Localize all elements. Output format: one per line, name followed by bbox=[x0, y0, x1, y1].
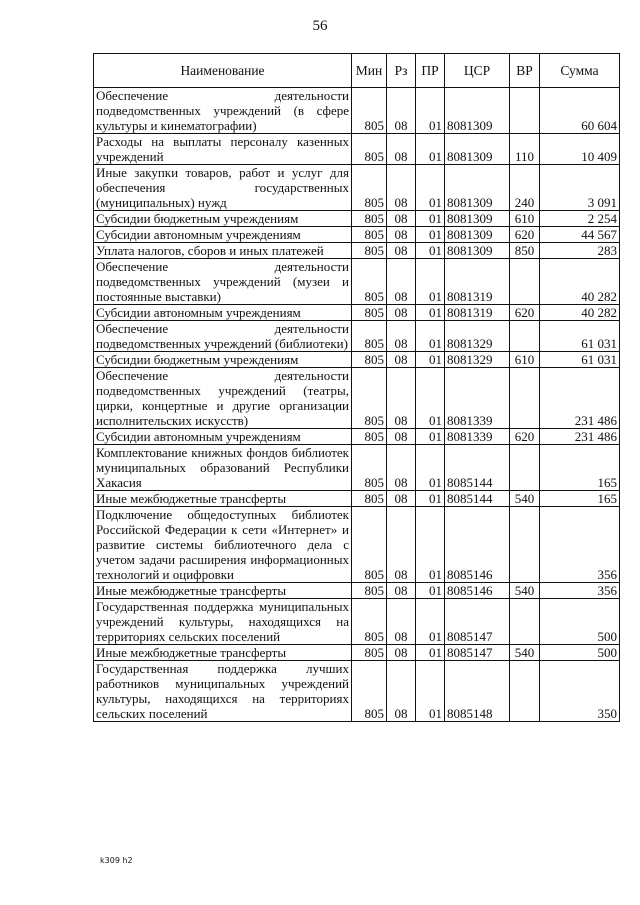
cell-min: 805 bbox=[352, 368, 387, 429]
cell-name: Подключение общедоступных библиотек Российской Федерации к сети «Интернет» и развитие системы библиотечного дела с учетом задачи расширения информационных технологий и оцифровки bbox=[94, 507, 352, 583]
cell-pr: 01 bbox=[416, 645, 445, 661]
cell-csr: 8081329 bbox=[445, 352, 510, 368]
cell-vr bbox=[510, 321, 540, 352]
cell-rz: 08 bbox=[387, 165, 416, 211]
cell-rz: 08 bbox=[387, 368, 416, 429]
cell-pr: 01 bbox=[416, 243, 445, 259]
cell-sum: 283 bbox=[540, 243, 620, 259]
table-body bbox=[94, 88, 620, 722]
cell-sum: 60 604 bbox=[540, 88, 620, 134]
cell-rz: 08 bbox=[387, 211, 416, 227]
cell-csr: 8081309 bbox=[445, 211, 510, 227]
table-row bbox=[94, 368, 620, 429]
cell-vr bbox=[510, 599, 540, 645]
cell-name: Иные межбюджетные трансферты bbox=[94, 491, 352, 507]
table-row bbox=[94, 134, 620, 165]
table-row bbox=[94, 645, 620, 661]
table-row bbox=[94, 243, 620, 259]
cell-rz: 08 bbox=[387, 507, 416, 583]
cell-min: 805 bbox=[352, 645, 387, 661]
cell-name: Государственная поддержка муниципальных учреждений культуры, находящихся на территориях сельских поселений bbox=[94, 599, 352, 645]
cell-min: 805 bbox=[352, 445, 387, 491]
table-row bbox=[94, 445, 620, 491]
cell-name: Субсидии бюджетным учреждениям bbox=[94, 352, 352, 368]
cell-sum: 3 091 bbox=[540, 165, 620, 211]
cell-pr: 01 bbox=[416, 368, 445, 429]
cell-sum: 350 bbox=[540, 661, 620, 722]
cell-pr: 01 bbox=[416, 305, 445, 321]
cell-csr: 8085146 bbox=[445, 507, 510, 583]
cell-min: 805 bbox=[352, 211, 387, 227]
cell-rz: 08 bbox=[387, 583, 416, 599]
cell-vr bbox=[510, 661, 540, 722]
cell-vr bbox=[510, 445, 540, 491]
cell-rz: 08 bbox=[387, 661, 416, 722]
cell-csr: 8081339 bbox=[445, 368, 510, 429]
table-row bbox=[94, 321, 620, 352]
cell-sum: 61 031 bbox=[540, 352, 620, 368]
cell-min: 805 bbox=[352, 243, 387, 259]
header-name: Наименование bbox=[94, 54, 352, 88]
cell-name: Иные межбюджетные трансферты bbox=[94, 645, 352, 661]
cell-vr: 620 bbox=[510, 305, 540, 321]
cell-vr: 240 bbox=[510, 165, 540, 211]
cell-name: Обеспечение деятельности подведомственных учреждений (музеи и постоянные выставки) bbox=[94, 259, 352, 305]
table-row bbox=[94, 661, 620, 722]
cell-min: 805 bbox=[352, 134, 387, 165]
cell-sum: 2 254 bbox=[540, 211, 620, 227]
cell-pr: 01 bbox=[416, 507, 445, 583]
header-pr: ПР bbox=[416, 54, 445, 88]
header-sum: Сумма bbox=[540, 54, 620, 88]
table-row bbox=[94, 165, 620, 211]
cell-sum: 61 031 bbox=[540, 321, 620, 352]
cell-min: 805 bbox=[352, 583, 387, 599]
cell-pr: 01 bbox=[416, 88, 445, 134]
cell-name: Обеспечение деятельности подведомственных учреждений (библиотеки) bbox=[94, 321, 352, 352]
cell-rz: 08 bbox=[387, 445, 416, 491]
cell-sum: 10 409 bbox=[540, 134, 620, 165]
table-header-row bbox=[94, 54, 620, 88]
cell-csr: 8081329 bbox=[445, 321, 510, 352]
table-row bbox=[94, 227, 620, 243]
cell-name: Государственная поддержка лучших работников муниципальных учреждений культуры, находящихся на территориях сельских поселений bbox=[94, 661, 352, 722]
cell-vr: 540 bbox=[510, 583, 540, 599]
cell-min: 805 bbox=[352, 429, 387, 445]
cell-pr: 01 bbox=[416, 445, 445, 491]
cell-sum: 40 282 bbox=[540, 305, 620, 321]
cell-csr: 8081309 bbox=[445, 165, 510, 211]
table-row bbox=[94, 259, 620, 305]
cell-min: 805 bbox=[352, 165, 387, 211]
cell-min: 805 bbox=[352, 491, 387, 507]
cell-rz: 08 bbox=[387, 491, 416, 507]
cell-pr: 01 bbox=[416, 491, 445, 507]
cell-name: Обеспечение деятельности подведомственных учреждений (театры, цирки, концертные и другие организации исполнительских искусств) bbox=[94, 368, 352, 429]
cell-name: Иные межбюджетные трансферты bbox=[94, 583, 352, 599]
cell-rz: 08 bbox=[387, 321, 416, 352]
header-csr: ЦСР bbox=[445, 54, 510, 88]
cell-pr: 01 bbox=[416, 352, 445, 368]
cell-pr: 01 bbox=[416, 259, 445, 305]
cell-name: Обеспечение деятельности подведомственных учреждений (в сфере культуры и кинематографии) bbox=[94, 88, 352, 134]
table-row bbox=[94, 88, 620, 134]
cell-min: 805 bbox=[352, 227, 387, 243]
cell-pr: 01 bbox=[416, 227, 445, 243]
cell-sum: 356 bbox=[540, 507, 620, 583]
cell-sum: 500 bbox=[540, 599, 620, 645]
cell-rz: 08 bbox=[387, 429, 416, 445]
page-number: 56 bbox=[312, 18, 328, 34]
cell-vr: 610 bbox=[510, 211, 540, 227]
cell-vr: 620 bbox=[510, 227, 540, 243]
cell-pr: 01 bbox=[416, 321, 445, 352]
cell-vr bbox=[510, 88, 540, 134]
cell-pr: 01 bbox=[416, 599, 445, 645]
cell-min: 805 bbox=[352, 259, 387, 305]
cell-sum: 40 282 bbox=[540, 259, 620, 305]
table-row bbox=[94, 583, 620, 599]
cell-name: Расходы на выплаты персоналу казенных учреждений bbox=[94, 134, 352, 165]
cell-csr: 8081319 bbox=[445, 259, 510, 305]
cell-min: 805 bbox=[352, 352, 387, 368]
cell-sum: 356 bbox=[540, 583, 620, 599]
cell-min: 805 bbox=[352, 507, 387, 583]
footer-code: k309 h2 bbox=[100, 856, 133, 865]
cell-name: Комплектование книжных фондов библиотек муниципальных образований Республики Хакасия bbox=[94, 445, 352, 491]
cell-vr: 620 bbox=[510, 429, 540, 445]
cell-vr: 540 bbox=[510, 645, 540, 661]
cell-csr: 8085144 bbox=[445, 491, 510, 507]
cell-sum: 231 486 bbox=[540, 429, 620, 445]
cell-sum: 165 bbox=[540, 445, 620, 491]
cell-csr: 8081319 bbox=[445, 305, 510, 321]
cell-name: Субсидии автономным учреждениям bbox=[94, 429, 352, 445]
cell-rz: 08 bbox=[387, 305, 416, 321]
cell-pr: 01 bbox=[416, 134, 445, 165]
cell-vr: 610 bbox=[510, 352, 540, 368]
cell-rz: 08 bbox=[387, 259, 416, 305]
cell-sum: 44 567 bbox=[540, 227, 620, 243]
cell-pr: 01 bbox=[416, 429, 445, 445]
cell-name: Субсидии бюджетным учреждениям bbox=[94, 211, 352, 227]
header-vr: ВР bbox=[510, 54, 540, 88]
cell-csr: 8085147 bbox=[445, 645, 510, 661]
cell-vr: 540 bbox=[510, 491, 540, 507]
cell-csr: 8081309 bbox=[445, 243, 510, 259]
cell-rz: 08 bbox=[387, 243, 416, 259]
cell-csr: 8081309 bbox=[445, 88, 510, 134]
table-row bbox=[94, 491, 620, 507]
cell-csr: 8085147 bbox=[445, 599, 510, 645]
cell-sum: 165 bbox=[540, 491, 620, 507]
table-row bbox=[94, 305, 620, 321]
header-rz: Рз bbox=[387, 54, 416, 88]
cell-csr: 8085144 bbox=[445, 445, 510, 491]
table-row bbox=[94, 599, 620, 645]
table-row bbox=[94, 507, 620, 583]
cell-name: Уплата налогов, сборов и иных платежей bbox=[94, 243, 352, 259]
cell-name: Иные закупки товаров, работ и услуг для обеспечения государственных (муниципальных) нужд bbox=[94, 165, 352, 211]
cell-rz: 08 bbox=[387, 599, 416, 645]
cell-min: 805 bbox=[352, 321, 387, 352]
cell-vr: 850 bbox=[510, 243, 540, 259]
cell-min: 805 bbox=[352, 88, 387, 134]
cell-pr: 01 bbox=[416, 583, 445, 599]
cell-csr: 8081339 bbox=[445, 429, 510, 445]
cell-min: 805 bbox=[352, 661, 387, 722]
cell-pr: 01 bbox=[416, 211, 445, 227]
cell-csr: 8081309 bbox=[445, 227, 510, 243]
cell-sum: 231 486 bbox=[540, 368, 620, 429]
cell-name: Субсидии автономным учреждениям bbox=[94, 227, 352, 243]
cell-rz: 08 bbox=[387, 88, 416, 134]
cell-min: 805 bbox=[352, 305, 387, 321]
table-row bbox=[94, 211, 620, 227]
cell-vr: 110 bbox=[510, 134, 540, 165]
budget-table bbox=[93, 53, 620, 722]
cell-vr bbox=[510, 368, 540, 429]
cell-min: 805 bbox=[352, 599, 387, 645]
cell-csr: 8081309 bbox=[445, 134, 510, 165]
cell-csr: 8085148 bbox=[445, 661, 510, 722]
cell-rz: 08 bbox=[387, 352, 416, 368]
cell-name: Субсидии автономным учреждениям bbox=[94, 305, 352, 321]
cell-rz: 08 bbox=[387, 134, 416, 165]
table-row bbox=[94, 352, 620, 368]
cell-rz: 08 bbox=[387, 645, 416, 661]
cell-csr: 8085146 bbox=[445, 583, 510, 599]
cell-vr bbox=[510, 259, 540, 305]
cell-pr: 01 bbox=[416, 661, 445, 722]
cell-rz: 08 bbox=[387, 227, 416, 243]
cell-sum: 500 bbox=[540, 645, 620, 661]
cell-vr bbox=[510, 507, 540, 583]
cell-pr: 01 bbox=[416, 165, 445, 211]
header-min: Мин bbox=[352, 54, 387, 88]
table-row bbox=[94, 429, 620, 445]
